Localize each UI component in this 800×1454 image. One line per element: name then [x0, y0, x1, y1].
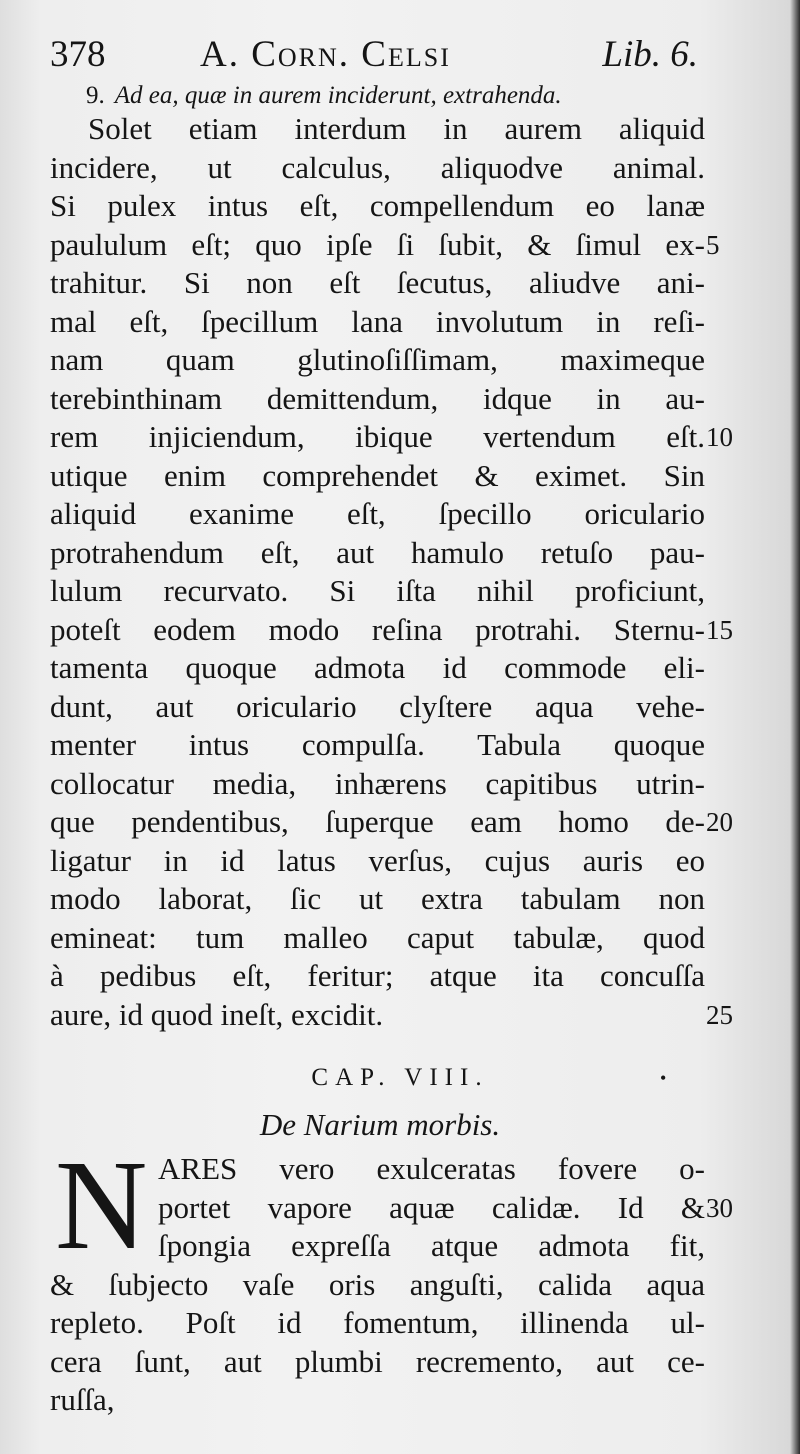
line-number: 30	[706, 1192, 733, 1223]
page-number: 378	[50, 34, 106, 75]
text-line: poteſt eodem modo reſina protrahi. Sternu-	[50, 611, 705, 647]
text-line: & ſubjecto vaſe oris anguſti, calida aqua	[50, 1266, 705, 1302]
running-title: A. Corn. Celsi	[200, 34, 451, 75]
line-number: 20	[706, 807, 733, 837]
text-line: ligatur in id latus verſus, cujus auris eo	[50, 842, 705, 878]
text-line: ſpongia expreſſa atque admota fit,	[158, 1228, 705, 1263]
chapter-text-block	[50, 1150, 705, 1420]
section-heading	[86, 78, 686, 114]
chapter-subtitle: De Narium morbis.	[259, 1107, 501, 1142]
text-line: trahitur. Si non eſt ſecutus, aliudve ani-	[50, 265, 705, 300]
text-line: repleto. Poſt id fomentum, illinenda ul-	[50, 1305, 705, 1340]
text-line: Solet etiam interdum in aurem aliquid	[88, 111, 705, 146]
text-line: terebinthinam demittendum, idque in au-	[50, 380, 705, 416]
text-line: utique enim comprehendet & eximet. Sin	[50, 457, 705, 493]
text-line: rem injiciendum, ibique vertendum eſt.	[50, 419, 705, 454]
chapter-heading: CAP. VIII.	[311, 1064, 489, 1091]
text-line: paululum eſt; quo ipſe ſi ſubit, & ſimul ex-	[50, 226, 705, 262]
text-line: cera ſunt, aut plumbi recremento, aut ce-	[50, 1343, 705, 1379]
line-number: 15	[706, 614, 733, 645]
text-line: menter intus compulſa. Tabula quoque	[50, 727, 705, 762]
section-number: 9.	[86, 82, 105, 109]
margin-mark: •	[660, 1068, 667, 1088]
text-line: nam quam glutinoſiſſimam, maximeque	[50, 342, 705, 377]
text-line: ARES vero exulceratas fovere o-	[158, 1151, 705, 1186]
text-line: collocatur media, inhærens capitibus utrin-	[50, 765, 705, 801]
text-line: à pedibus eſt, feritur; atque ita concuſſa	[50, 958, 705, 993]
text-line: aure, id quod ineſt, excidit.	[50, 996, 384, 1032]
text-line: ruſſa,	[50, 1382, 115, 1417]
text-line: Si pulex intus eſt, compellendum eo lanæ	[50, 188, 705, 223]
text-line: incidere, ut calculus, aliquodve animal.	[50, 149, 705, 185]
line-number: 25	[706, 999, 733, 1030]
text-line: dunt, aut oriculario clyſtere aqua vehe-	[50, 688, 705, 724]
section-title-text: Ad ea, quæ in aurem inciderunt, extrahenda.	[114, 82, 562, 109]
text-line: mal eſt, ſpecillum lana involutum in reſi-	[50, 303, 705, 339]
line-number: 10	[706, 422, 733, 452]
line-number: 5	[706, 229, 720, 260]
main-text-block	[50, 110, 705, 1034]
book-reference: Lib. 6.	[602, 34, 698, 75]
text-line: modo laborat, ſic ut extra tabulam non	[50, 881, 705, 916]
text-line: protrahendum eſt, aut hamulo retuſo pau-	[50, 534, 705, 570]
drop-cap: N	[55, 1134, 148, 1276]
running-header	[50, 30, 710, 80]
text-line: emineat: tum malleo caput tabulæ, quod	[50, 919, 705, 955]
text-line: aliquid exanime eſt, ſpecillo oriculario	[50, 496, 705, 531]
text-line: portet vapore aquæ calidæ. Id &	[158, 1189, 705, 1225]
text-line: tamenta quoque admota id commode eli-	[50, 650, 705, 685]
text-line: lulum recurvato. Si iſta nihil proficiunt,	[50, 573, 705, 608]
text-line: que pendentibus, ſuperque eam homo de-	[50, 804, 705, 839]
